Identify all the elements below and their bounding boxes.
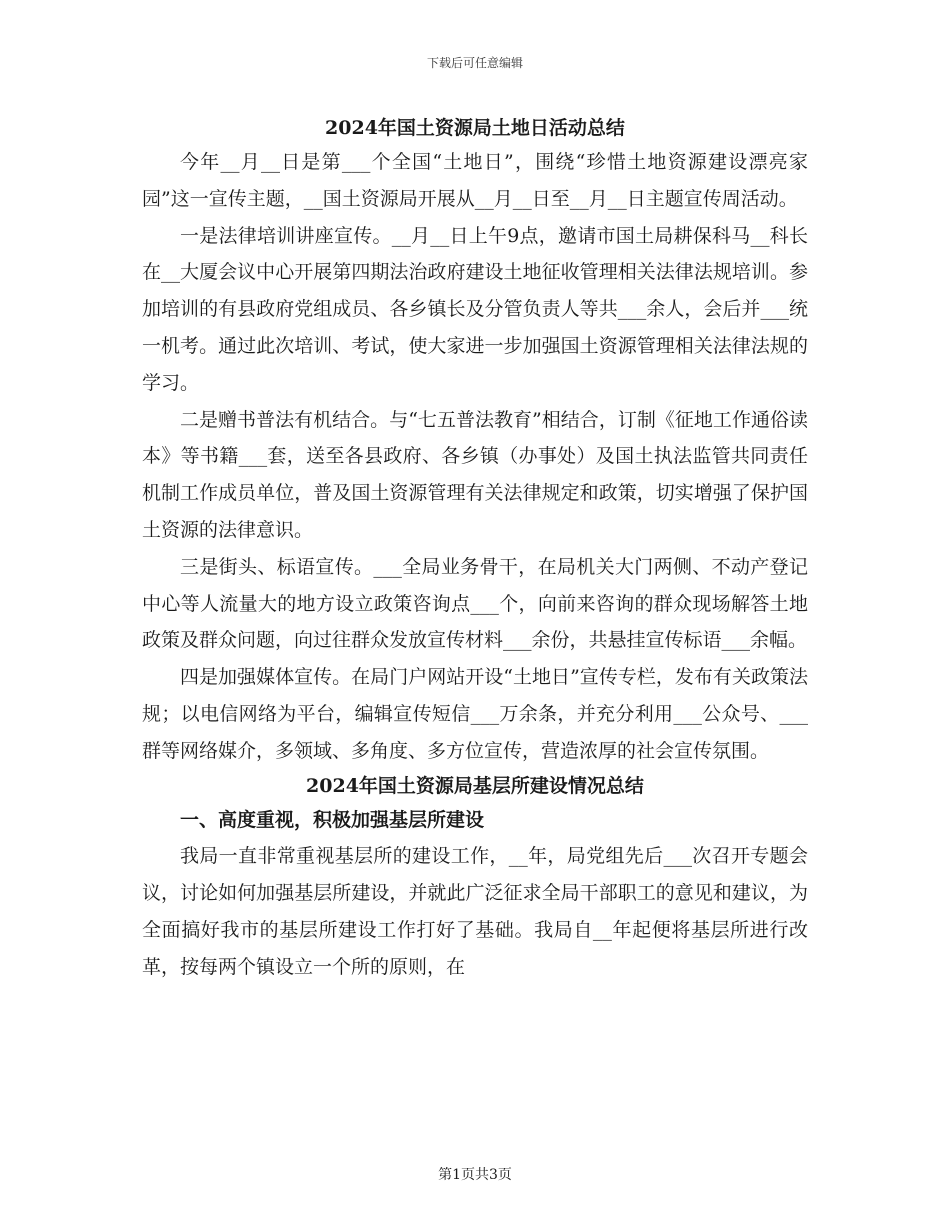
page-number: 第1页共3页	[438, 1167, 512, 1183]
section-heading: 一、高度重视，积极加强基层所建设	[180, 808, 485, 831]
intro-paragraph: 今年__月__日是第___个全国“土地日”，围绕“珍惜土地资源建设漂亮家园”这一宣传主题，__国土资源局开展从__月__日至__月__日主题宣传周活动。	[142, 151, 808, 210]
document-title: 2024年国土资源局土地日活动总结	[325, 117, 625, 139]
paragraph-grassroots: 我局一直非常重视基层所的建设工作，__年，局党组先后___次召开专题会议，讨论如何加强基层所建设，并就此广泛征求全局干部职工的意见和建议，为全面搞好我市的基层所建设工作打好了基础。我局自__年起便将基层所进行改革，按每两个镇设立一个所的原则，在	[142, 845, 808, 978]
paragraph-media-publicity: 四是加强媒体宣传。在局门户网站开设“土地日”宣传专栏，发布有关政策法规；以电信网络为平台，编辑宣传短信___万余条，并充分利用___公众号、___群等网络媒介，多领域、多角度、多方位宣传，营造浓厚的社会宣传氛围。	[142, 666, 808, 762]
document-body	[142, 112, 808, 986]
paragraph-book-donation: 二是赠书普法有机结合。与“七五普法教育”相结合，订制《征地工作通俗读本》等书籍___套，送至各县政府、各乡镇（办事处）及国土执法监管共同责任机制工作成员单位，普及国土资源管理有关法律规定和政策，切实增强了保护国土资源的法律意识。	[142, 408, 808, 541]
header-note: 下载后可任意编辑	[426, 56, 523, 70]
paragraph-legal-training: 一是法律培训讲座宣传。__月__日上午9点，邀请市国土局耕保科马__科长在__大厦会议中心开展第四期法治政府建设土地征收管理相关法律法规培训。参加培训的有县政府党组成员、各乡镇长及分管负责人等共___余人，会后并___统一机考。通过此次培训、考试，使大家进一步加强国土资源管理相关法律法规的学习。	[142, 224, 808, 394]
second-document-title: 2024年国土资源局基层所建设情况总结	[306, 774, 644, 797]
paragraph-street-publicity: 三是街头、标语宣传。___全局业务骨干，在局机关大门两侧、不动产登记中心等人流量大的地方设立政策咨询点___个，向前来咨询的群众现场解答土地政策及群众问题，向过往群众发放宣传材料___余份，共悬挂宣传标语___余幅。	[142, 555, 808, 652]
